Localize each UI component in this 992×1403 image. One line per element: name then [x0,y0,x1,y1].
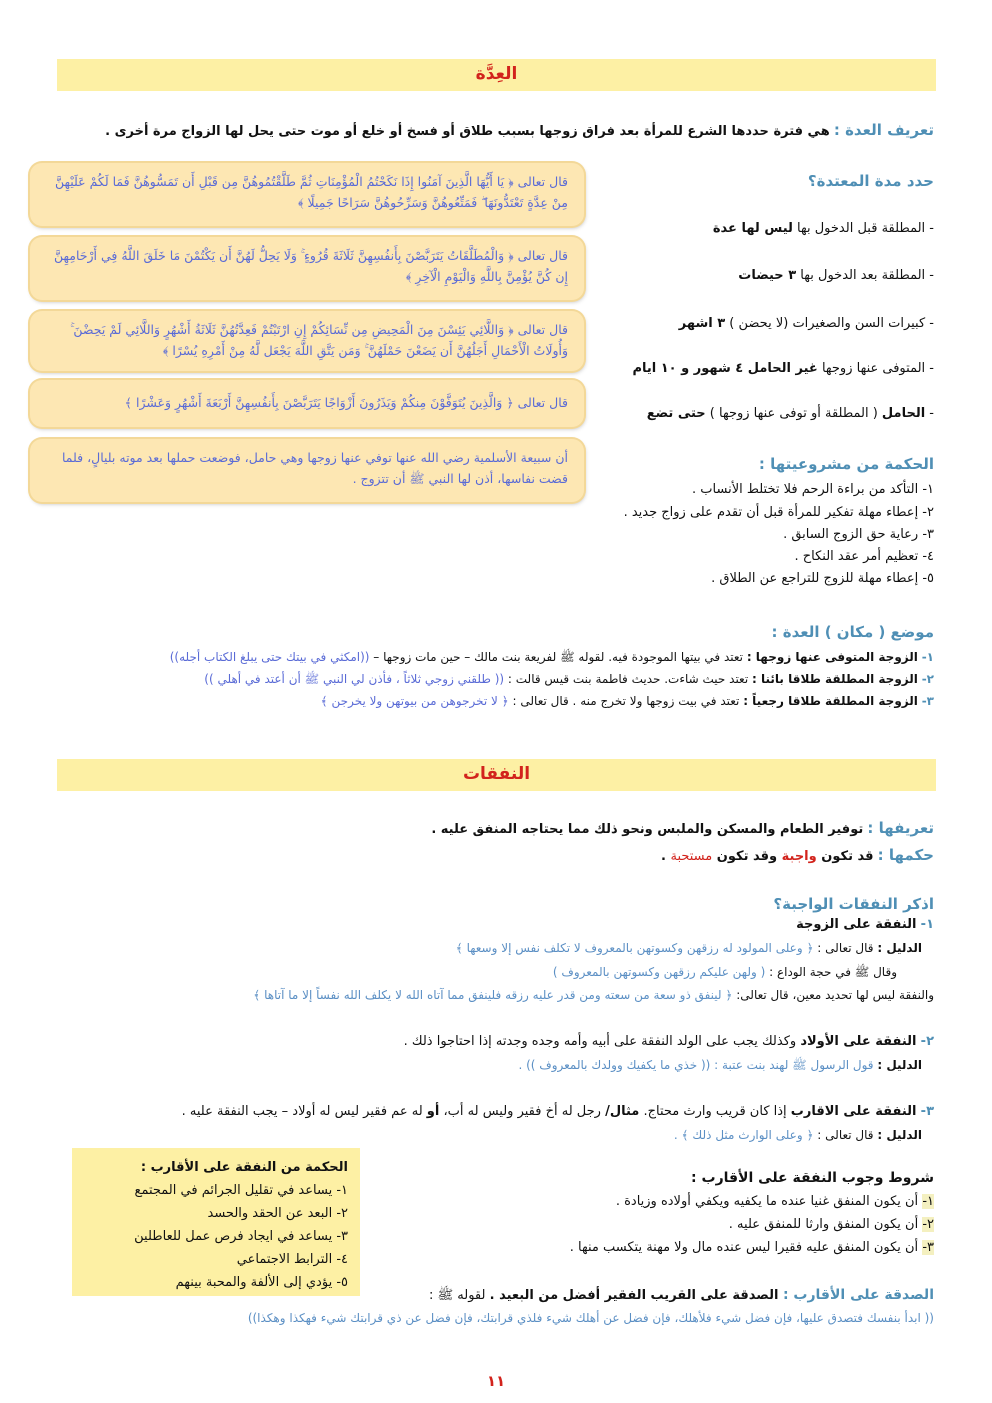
section-header-nafaqat [57,759,936,791]
ruling-wajiba: واجبة [781,849,817,864]
place-quote: ﴿ لا تخرجوهن من بيوتهن ولا يخرجن ﴾ [320,694,509,708]
wisdom-title [759,454,934,473]
place-label: الزوجة المطلقة طلاقا بائنا : [752,672,918,686]
definition-text: هي فترة حددها الشرع للمرأة بعد فراق زوجها بسبب طلاق أو فسخ أو خلع أو موت حتى يحل لها الزواج مرة أخرى . [105,124,830,139]
condition-item [616,1194,934,1209]
duration-text: - كبيرات السن والصغيرات (لا يحضن ) [725,316,934,331]
evidence-label: الدليل : [877,941,922,955]
charity-hadith [248,1311,934,1325]
duration-item [647,406,934,421]
wisdom-box-item: ١- يساعد في تقليل الجرائم في المجتمع [134,1183,348,1198]
place-quote: (( طلقني زوجي ثلاثاً ، فأذن لي النبي ﷺ أن أعتد في أهلي )) [204,672,505,686]
charity-bold: الصدقة على القريب الفقير أفضل من البعيد . [489,1288,783,1303]
evidence-text: قال تعالى : [813,941,878,955]
nafaqa-ruling [661,846,934,864]
place-text: تعتد حيث شاءت. حديث فاطمة بنت قيس قالت : [504,672,753,686]
condition-item [729,1217,934,1232]
children-item [404,1034,934,1049]
wisdom-box-item: ٤- الترابط الاجتماعي [236,1252,348,1267]
wisdom-item: ١- التأكد من براءة الرحم فلا تختلط الأنساب . [692,482,934,497]
place-item [321,694,934,708]
section-title: النفقات [462,764,531,784]
duration-item [738,268,934,283]
charity-text: لقوله ﷺ : [428,1288,490,1303]
idda-definition [105,121,934,139]
place-item [170,650,934,667]
wisdom-item: ٤- تعظيم أمر عقد النكاح . [794,549,934,564]
relatives-label: النفقة على الاقارب [790,1104,917,1119]
evidence-label: الدليل : [877,1128,922,1142]
charity-line [429,1287,934,1306]
duration-text: - المطلقة بعد الدخول بها [796,268,934,283]
wife-title: النفقة على الزوجة [796,917,917,932]
place-text: تعتد في بيت زوجها ولا تخرج منه . قال تعالى : [508,694,744,708]
duration-text: - [925,406,934,421]
wife-note [253,988,934,1002]
wisdom-item: ٢- إعطاء مهلة تفكير للمرأة قبل أن تقدم على زواج جديد . [623,505,934,520]
wisdom-box-title: الحكمة من النفقة على الأقارب : [140,1160,348,1175]
example-text: رجل له أخ فقير وليس له أب، [439,1104,606,1119]
place-text: تعتد في بيتها الموجودة فيه. لقوله ﷺ لفريعة بنت مالك – حين مات زوجها – [369,650,747,664]
note-text: والنفقة ليس لها تحديد معين، قال تعالى: [732,988,934,1002]
children-evidence [518,1058,922,1075]
relatives-text: إذا كان قريب وارث محتاج. [639,1104,791,1119]
ruling-text: . [661,849,671,864]
nafaqat-question [773,894,934,913]
place-quote: ((امكثي في بيتك حتى يبلغ الكتاب أجله)) [169,650,370,664]
hadith-quote: ( ولهن عليكم رزقهن وكسوتهن بالمعروف ) [552,965,766,979]
hadith-text: وقال ﷺ في حجة الوداع : [765,965,897,979]
place-num: ٢- [921,672,934,686]
item-num: ٢- [920,1034,934,1049]
nafaqat-question-text: اذكر النفقات الواجبة؟ [773,895,934,913]
item-num: ١- [920,917,934,932]
evidence-quote: قول الرسول ﷺ لهند بنت عتبة : (( خذي ما يكفيك وولدك بالمعروف )) . [518,1058,878,1072]
place-title-text: موضع ( مكان ) العدة : [771,623,934,641]
duration-value: الحامل [881,406,926,421]
duration-text: - المتوفى عنها زوجها [817,361,934,376]
duration-text: - المطلقة قبل الدخول بها [792,221,934,236]
verse-box: قال تعالى ﴿ وَالْمُطَلَّقَاتُ يَتَرَبَّصْنَ بِأَنفُسِهِنَّ ثَلَاثَةَ قُرُوءٍ ۚ وَلَا يَحِلُّ لَهُنَّ أَن يَكْتُمْنَ مَا خَلَقَ اللَّهُ فِي أَرْحَامِهِنَّ إِن كُنَّ يُؤْمِنَّ بِاللَّهِ وَالْيَوْمِ الْآخِرِ ﴾ [30,237,584,300]
wife-hadith [553,965,897,982]
definition-label: تعريف العدة : [833,121,934,139]
duration-value: غير الحامل ٤ شهور و ١٠ ايام [632,361,818,376]
charity-label: الصدقة على الأقارب : [782,1287,934,1303]
charity-hadith-text: (( ابدأ بنفسك فتصدق عليها، فإن فضل شيء فلأهلك، فإن فضل عن أهلك شيء فلذي قرابتك، فإن فضل عن ذي قرابتك شيء فهكذا وهكذا)) [247,1311,934,1325]
duration-item [679,316,934,331]
wisdom-box-item: ٣- يساعد في ايجاد فرص عمل للعاطلين [134,1229,348,1244]
item-num: ٣- [920,1104,934,1119]
condition-num: ٢- [922,1217,934,1232]
duration-value: ٣ اشهر [678,316,726,331]
wisdom-title-text: الحكمة من مشروعيتها : [758,455,934,473]
condition-item [570,1240,934,1255]
place-title [772,622,934,641]
duration-value: ٣ حيضات [738,268,797,283]
condition-text: أن يكون المنفق عليه فقيرا ليس عنده مال ولا مهنة يتكسب منها . [569,1240,923,1255]
duration-question [808,171,934,190]
ruling-text: وقد تكون [712,849,782,864]
place-label: الزوجة المتوفى عنها زوجها : [746,650,918,664]
duration-text: ( المطلقة أو توفى عنها زوجها ) [705,406,882,421]
evidence-quote: ﴿ وعلى الوارث مثل ذلك ﴾ . [673,1128,814,1142]
nafaqa-definition [431,819,934,837]
page-number: ١١ [486,1372,506,1390]
verse-box: قال تعالى ﴿ يَا أَيُّهَا الَّذِينَ آمَنُوا إِذَا نَكَحْتُمُ الْمُؤْمِنَاتِ ثُمَّ طَلَّقْتُمُوهُنَّ مِن قَبْلِ أَن تَمَسُّوهُنَّ فَمَا لَكُمْ عَلَيْهِنَّ مِنْ عِدَّةٍ تَعْتَدُّونَهَا ۖ فَمَتِّعُوهُنَّ وَسَرِّحُوهُنَّ سَرَاحًا جَمِيلًا ﴾ [30,163,584,226]
definition-text: توفير الطعام والمسكن والملبس ونحو ذلك مما يحتاجه المنفق عليه . [431,822,864,837]
section-title: العِدَّة [475,64,518,84]
children-text: وكذلك يجب على الولد النفقة على أبيه وأمه وجده وجدته إذا احتاجوا ذلك . [403,1034,801,1049]
example-or: أو [426,1104,440,1119]
wife-evidence [456,941,922,955]
relatives-wisdom-box [72,1148,360,1296]
ruling-text: قد تكون [816,849,874,864]
note-quote: ﴿ لينفق ذو سعة من سعته ومن قدر عليه رزقه فلينفق مما آتاه الله لا يكلف الله نفساً إلا ما آتاها ﴾ [253,988,733,1002]
wife-heading [796,917,934,932]
place-item [204,672,934,689]
evidence-label: الدليل : [877,1058,922,1072]
wisdom-item: ٥- إعطاء مهلة للزوج للتراجع عن الطلاق . [711,571,934,586]
ruling-mustahabba: مستحبة [670,849,713,864]
wisdom-box-item: ٢- البعد عن الحقد والحسد [207,1206,348,1221]
wisdom-box-item: ٥- يؤدي إلى الألفة والمحبة بينهم [175,1275,348,1290]
example-label: مثال/ [605,1104,640,1119]
conditions-title: شروط وجوب النفقة على الأقارب : [691,1170,934,1186]
relatives-item [182,1104,934,1119]
duration-item [632,361,934,376]
wisdom-item: ٣- رعاية حق الزوج السابق . [783,527,934,542]
evidence-text: قال تعالى : [813,1128,878,1142]
ruling-label: حكمها : [877,846,934,864]
duration-value: ليس لها عدة [712,221,793,236]
condition-text: أن يكون المنفق غنيا عنده ما يكفيه ويكفي أولاده وزيادة . [615,1194,923,1209]
children-label: النفقة على الأولاد [800,1034,917,1049]
duration-item [713,221,934,236]
example-text: له عم فقير ليس له أولاد – يجب النفقة عليه . [181,1104,427,1119]
evidence-quote: ﴿ وعلى المولود له رزقهن وكسوتهن بالمعروف لا تكلف نفس إلا وسعها ﴾ [455,941,814,955]
verse-box: قال تعالى ﴿ وَاللَّائِي يَئِسْنَ مِنَ الْمَحِيضِ مِن نِّسَائِكُمْ إِنِ ارْتَبْتُمْ فَعِدَّتُهُنَّ ثَلَاثَةُ أَشْهُرٍ وَاللَّائِي لَمْ يَحِضْنَ ۚ وَأُولَاتُ الْأَحْمَالِ أَجَلُهُنَّ أَن يَضَعْنَ حَمْلَهُنَّ ۚ وَمَن يَتَّقِ اللَّهَ يَجْعَل لَّهُ مِنْ أَمْرِهِ يُسْرًا ﴾ [30,311,584,371]
condition-num: ١- [922,1194,934,1209]
relatives-evidence [674,1128,922,1142]
place-label: الزوجة المطلقة طلاقا رجعياً : [743,694,918,708]
condition-num: ٣- [922,1240,934,1255]
hadith-box: أن سبيعة الأسلمية رضي الله عنها توفي عنها زوجها وهي حامل، فوضعت حملها بعد موته بليالٍ، فلما قضت نفاسها، أذن لها النبي ﷺ أن تتزوج . [30,439,584,502]
definition-label: تعريفها : [867,819,934,837]
duration-question-text: حدد مدة المعتدة؟ [807,172,934,190]
place-num: ١- [921,650,934,664]
section-header-idda [57,59,936,91]
place-num: ٣- [921,694,934,708]
verse-box: قال تعالى ﴿ وَالَّذِينَ يُتَوَفَّوْنَ مِنكُمْ وَيَذَرُونَ أَزْوَاجًا يَتَرَبَّصْنَ بِأَنفُسِهِنَّ أَرْبَعَةَ أَشْهُرٍ وَعَشْرًا ﴾ [30,380,584,427]
condition-text: أن يكون المنفق وارثا للمنفق عليه . [728,1217,923,1232]
duration-value: حتى تضع [646,406,706,421]
